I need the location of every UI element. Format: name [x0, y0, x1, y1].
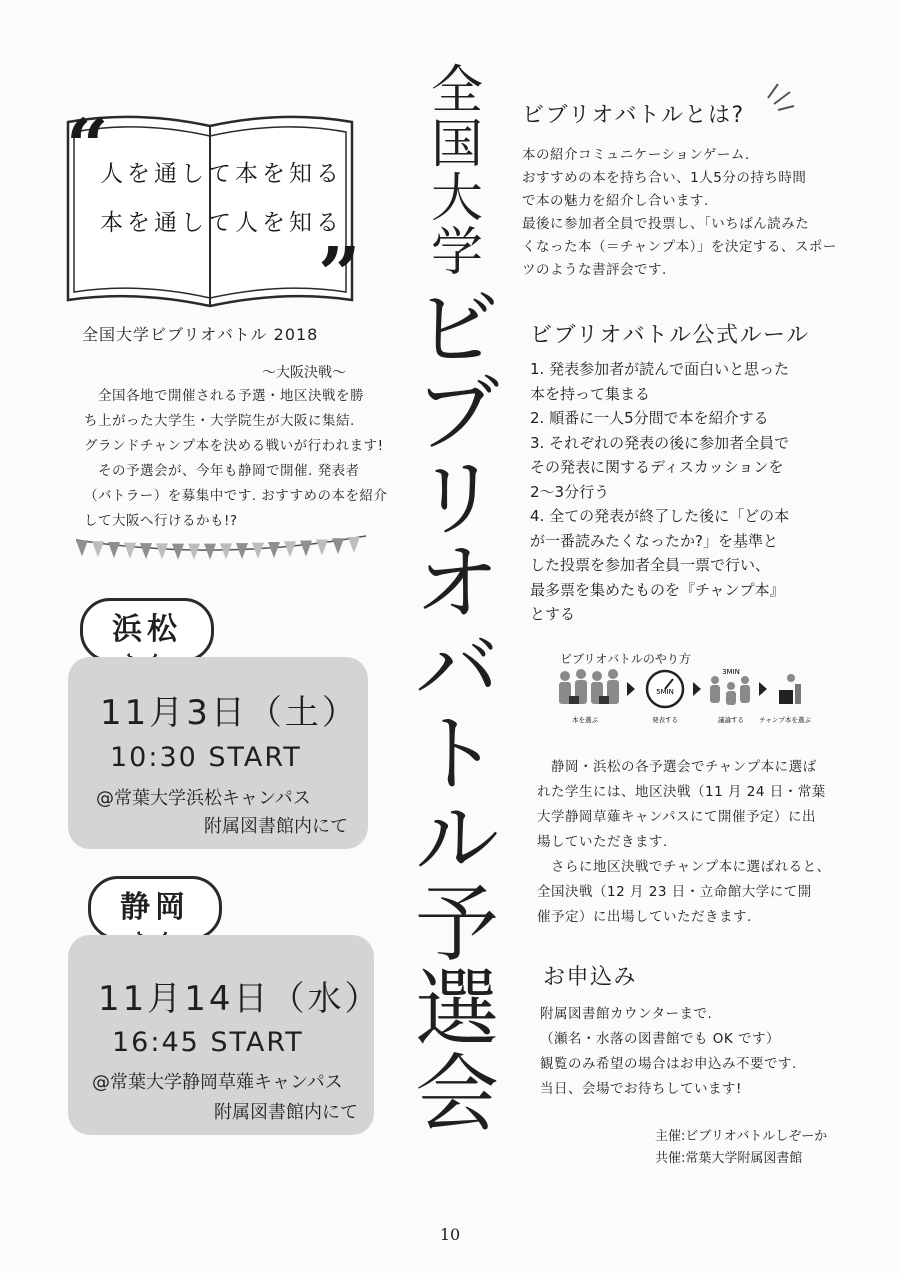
bunting-flag [252, 543, 264, 559]
rule-line: 4. 全ての発表が終了した後に「どの本 [530, 507, 790, 525]
apply-line: （瀬名・水落の図書館でも OK です） [540, 1031, 781, 1047]
rule-line: 本を持って集まる [530, 384, 651, 403]
steps-title: ビブリオバトルのやり方 [560, 652, 691, 666]
bunting-flag [188, 544, 200, 560]
step-label: 本を選ぶ [572, 716, 598, 724]
bunting-flag [108, 542, 120, 558]
city-label: 浜松 [112, 612, 182, 647]
intro-line: して大阪へ行けるかも!? [84, 513, 238, 529]
apply-heading: お申込み [543, 965, 638, 990]
event-place: 附属図書館内にて [204, 816, 348, 837]
rule-line: その発表に関するディスカッションを [530, 458, 784, 476]
arrow-right-icon [693, 682, 701, 696]
bunting-decoration [76, 532, 366, 572]
flow-line: れた学生には、地区決戦（11 月 24 日・常葉 [537, 784, 826, 800]
bunting-flag [76, 540, 88, 556]
quote-line-2: 本を通して人を知る [100, 210, 343, 236]
intro-subtitle: ～大阪決戦～ [262, 365, 346, 381]
city-label: 静岡 [120, 890, 190, 925]
steps-diagram [555, 666, 815, 728]
title-char: オ [414, 535, 499, 633]
event-date: 11月14日（水） [98, 979, 382, 1019]
event-venue: @常葉大学静岡草薙キャンパス [92, 1072, 343, 1093]
rules-list [530, 357, 789, 627]
organizer-cohost: 共催:常葉大学附属図書館 [655, 1151, 803, 1166]
bunting-flag [316, 539, 328, 555]
rule-line: とする [530, 605, 576, 623]
champ-book-icon [779, 674, 801, 704]
apply-line: 観覧のみ希望の場合はお申込み不要です. [540, 1056, 797, 1072]
flow-paragraph [537, 755, 831, 930]
emphasis-lines [762, 80, 798, 112]
step-label: 発表する [652, 716, 678, 724]
about-line: で本の魅力を紹介し合います. [522, 193, 709, 209]
open-quote-mark: “ [66, 104, 109, 190]
about-line: くなった本（＝チャンプ本）」を決定する、スポー [522, 239, 837, 255]
apply-line: 附属図書館カウンターまで. [540, 1006, 713, 1022]
title-char: 予 [414, 875, 499, 973]
bunting-flag [124, 543, 136, 559]
title-char: ル [414, 790, 499, 888]
bunting-flag [92, 541, 104, 557]
about-body [522, 144, 837, 282]
title-char: リ [414, 450, 499, 548]
step-label: 議論する [718, 716, 744, 724]
about-line: 本の紹介コミュニケーションゲーム. [522, 147, 750, 163]
step-label: チャンプ本を選ぶ [759, 716, 811, 724]
page-number: 10 [439, 1225, 461, 1244]
bunting-flag [172, 544, 184, 560]
intro-title: 全国大学ビブリオバトル 2018 [82, 325, 319, 344]
about-line: ツのような書評会です. [522, 262, 667, 278]
rule-line: 2〜3分行う [530, 482, 610, 501]
about-line: おすすめの本を持ち合い、1人5分の持ち時間 [522, 170, 807, 186]
flow-line: 全国決戦（12 月 23 日・立命館大学にて開 [537, 884, 812, 900]
flow-line: 場していただきます. [537, 834, 668, 850]
discussion-label: 3MIN [722, 668, 740, 676]
bunting-flag [156, 543, 168, 559]
intro-line: ち上がった大学生・大学院生が大阪に集結. [84, 413, 355, 429]
bunting-flag [300, 540, 312, 556]
rule-line: 2. 順番に一人5分間で本を紹介する [530, 409, 769, 427]
title-char: ブ [414, 365, 499, 463]
title-char: ト [414, 705, 499, 803]
event-date: 11月3日（土） [100, 693, 359, 733]
people-with-books-icon [559, 669, 619, 704]
event-place: 附属図書館内にて [214, 1102, 358, 1123]
title-char: 学 [430, 223, 483, 283]
title-char: 大 [430, 169, 483, 229]
event-time: 16:45 START [112, 1027, 304, 1058]
bunting-flag [332, 538, 344, 554]
flow-line: 大学静岡草薙キャンパスにて開催予定）に出 [537, 809, 817, 825]
organizer-host: 主催:ビブリオバトルしぞーか [655, 1129, 828, 1144]
discussion-icon [710, 676, 750, 705]
rule-line: 3. それぞれの発表の後に参加者全員で [530, 433, 790, 452]
event-venue: @常葉大学浜松キャンパス [96, 788, 311, 809]
about-heading: ビブリオバトルとは? [522, 103, 745, 128]
title-char: 選 [414, 960, 499, 1058]
event-time: 10:30 START [110, 742, 302, 773]
bunting-flag [348, 537, 360, 553]
bunting-flag [284, 541, 296, 557]
flow-line: 催予定）に出場していただきます. [537, 909, 752, 925]
apply-line: 当日、会場でお待ちしています! [540, 1081, 742, 1097]
title-char: バ [414, 620, 499, 718]
apply-body [540, 1002, 797, 1102]
flow-line: さらに地区決戦でチャンプ本に選ばれると、 [537, 859, 831, 875]
intro-line: 全国各地で開催される予選・地区決戦を勝 [84, 388, 364, 404]
bunting-flag [268, 542, 280, 558]
rule-line: 最多票を集めたものを『チャンプ本』 [530, 580, 785, 599]
title-char: ビ [414, 280, 499, 378]
flow-line: 静岡・浜松の各予選会でチャンプ本に選ば [537, 759, 817, 775]
intro-line: グランドチャンプ本を決める戦いが行われます! [84, 438, 384, 454]
close-quote-mark: ” [318, 232, 361, 318]
rule-line: した投票を参加者全員一票で行い、 [530, 556, 771, 574]
intro-line: （バトラー）を募集中です. おすすめの本を紹介 [84, 488, 388, 504]
title-char: 国 [430, 115, 483, 175]
bunting-flag [220, 543, 232, 559]
event-panel-hamamatsu [68, 657, 368, 849]
title-char: 会 [414, 1045, 499, 1143]
rules-heading: ビブリオバトル公式ルール [530, 323, 810, 348]
title-char: 全 [430, 61, 483, 121]
timer-label: 5MIN [656, 688, 674, 696]
rule-line: が一番読みたくなったか?」を基準と [530, 531, 778, 550]
quote-line-1: 人を通して本を知る [100, 161, 343, 187]
intro-paragraph [84, 384, 387, 534]
arrow-right-icon [627, 682, 635, 696]
bunting-flag [204, 544, 216, 560]
about-line: 最後に参加者全員で投票し、「いちばん読みた [522, 216, 810, 232]
bunting-flag [236, 543, 248, 559]
bunting-flag [140, 543, 152, 559]
intro-line: その予選会が、今年も静岡で開催. 発表者 [84, 463, 360, 479]
rule-line: 1. 発表参加者が読んで面白いと思った [530, 360, 790, 378]
main-title-vertical [402, 61, 512, 1143]
arrow-right-icon [759, 682, 767, 696]
event-panel-shizuoka [68, 935, 382, 1135]
